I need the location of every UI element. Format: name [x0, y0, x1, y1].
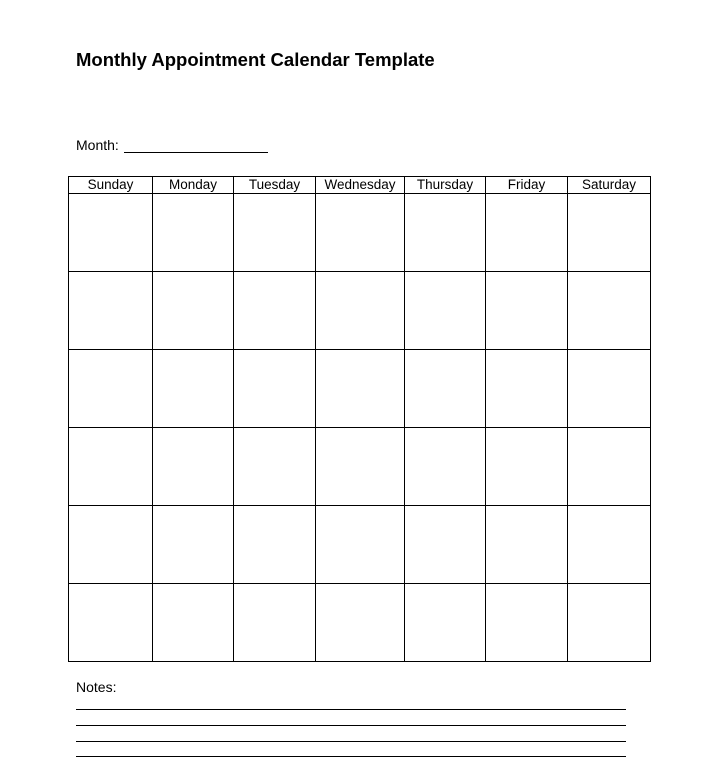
day-cell-friday[interactable] — [486, 506, 568, 584]
day-cell-monday[interactable] — [153, 272, 234, 350]
day-cell-friday[interactable] — [486, 350, 568, 428]
day-cell-thursday[interactable] — [405, 584, 486, 662]
calendar-weeks — [69, 194, 651, 662]
day-cell-saturday[interactable] — [568, 584, 651, 662]
day-cell-sunday[interactable] — [69, 194, 153, 272]
week-row — [69, 506, 651, 584]
day-cell-friday[interactable] — [486, 584, 568, 662]
day-cell-saturday[interactable] — [568, 194, 651, 272]
day-cell-sunday[interactable] — [69, 350, 153, 428]
page-title: Monthly Appointment Calendar Template — [76, 49, 435, 70]
day-cell-thursday[interactable] — [405, 506, 486, 584]
day-cell-tuesday[interactable] — [234, 350, 316, 428]
day-cell-tuesday[interactable] — [234, 194, 316, 272]
day-cell-sunday[interactable] — [69, 272, 153, 350]
day-cell-saturday[interactable] — [568, 350, 651, 428]
day-cell-wednesday[interactable] — [316, 428, 405, 506]
day-cell-tuesday[interactable] — [234, 272, 316, 350]
day-cell-monday[interactable] — [153, 428, 234, 506]
note-line[interactable] — [76, 741, 626, 742]
day-cell-monday[interactable] — [153, 350, 234, 428]
day-cell-saturday[interactable] — [568, 428, 651, 506]
day-cell-friday[interactable] — [486, 428, 568, 506]
day-cell-tuesday[interactable] — [234, 506, 316, 584]
month-label: Month: — [76, 137, 119, 153]
day-cell-sunday[interactable] — [69, 506, 153, 584]
note-line[interactable] — [76, 725, 626, 726]
day-header-tuesday: Tuesday — [234, 177, 316, 194]
day-header-friday: Friday — [486, 177, 568, 194]
day-header-thursday: Thursday — [405, 177, 486, 194]
week-row — [69, 584, 651, 662]
day-cell-friday[interactable] — [486, 194, 568, 272]
note-line[interactable] — [76, 709, 626, 710]
day-header-wednesday: Wednesday — [316, 177, 405, 194]
month-blank-line[interactable] — [124, 139, 268, 153]
day-cell-wednesday[interactable] — [316, 506, 405, 584]
day-cell-wednesday[interactable] — [316, 272, 405, 350]
day-cell-wednesday[interactable] — [316, 350, 405, 428]
day-cell-saturday[interactable] — [568, 272, 651, 350]
day-cell-monday[interactable] — [153, 584, 234, 662]
week-row — [69, 428, 651, 506]
day-cell-thursday[interactable] — [405, 350, 486, 428]
day-header-saturday: Saturday — [568, 177, 651, 194]
day-cell-thursday[interactable] — [405, 428, 486, 506]
calendar-grid — [68, 176, 651, 662]
week-row — [69, 194, 651, 272]
day-cell-tuesday[interactable] — [234, 584, 316, 662]
day-cell-wednesday[interactable] — [316, 584, 405, 662]
notes-label: Notes: — [76, 679, 117, 695]
day-cell-sunday[interactable] — [69, 584, 153, 662]
day-cell-tuesday[interactable] — [234, 428, 316, 506]
day-cell-thursday[interactable] — [405, 272, 486, 350]
day-cell-wednesday[interactable] — [316, 194, 405, 272]
day-header-row — [69, 177, 651, 194]
day-cell-sunday[interactable] — [69, 428, 153, 506]
week-row — [69, 272, 651, 350]
note-line[interactable] — [76, 756, 626, 757]
day-cell-monday[interactable] — [153, 194, 234, 272]
day-cell-monday[interactable] — [153, 506, 234, 584]
day-cell-friday[interactable] — [486, 272, 568, 350]
month-field — [76, 137, 268, 153]
day-header-sunday: Sunday — [69, 177, 153, 194]
week-row — [69, 350, 651, 428]
day-header-monday: Monday — [153, 177, 234, 194]
day-cell-saturday[interactable] — [568, 506, 651, 584]
day-cell-thursday[interactable] — [405, 194, 486, 272]
